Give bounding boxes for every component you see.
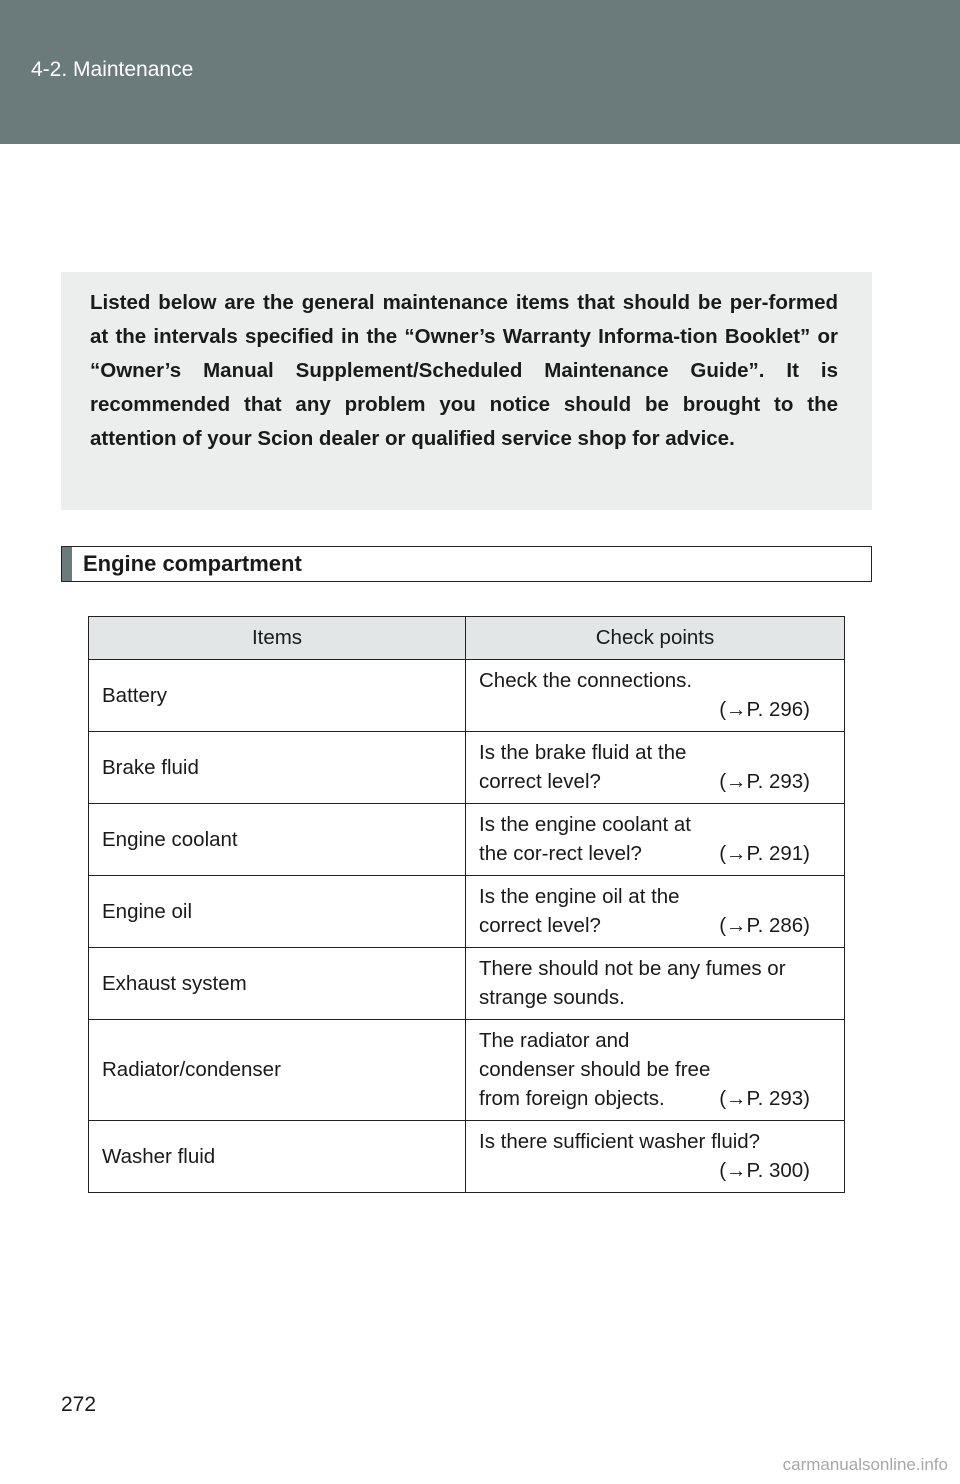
table-header-row: [89, 617, 845, 660]
item-cell: Battery: [89, 660, 466, 732]
header-items: Items: [89, 617, 466, 660]
check-text: Check the connections.: [479, 668, 693, 692]
header-check-points: Check points: [466, 617, 845, 660]
intro-text: Listed below are the general maintenance items that should be per-formed at the intervals specified in the “Owner’s Warranty Informa-tion Booklet” or “Owner’s Manual Supplement/Scheduled Maintenance Guide”. It is recommended that any problem you notice should be brought to the attention of your Scion dealer or qualified service shop for advice.: [90, 291, 838, 450]
check-cell: [466, 804, 845, 876]
check-text: Is there sufficient washer fluid?: [479, 1129, 761, 1153]
section-title: Engine compartment: [83, 551, 302, 576]
page-reference: (→P. 296): [719, 697, 810, 721]
check-text: There should not be any fumes or strange sounds.: [479, 956, 786, 1009]
check-text: Is the engine coolant at the cor-rect level?: [479, 812, 691, 865]
section-heading-bar: [62, 547, 72, 581]
page-reference: (→P. 286): [719, 913, 810, 937]
page-reference: (→P. 291): [719, 841, 810, 865]
header-section-title: 4-2. Maintenance: [31, 58, 194, 81]
check-text: Is the brake fluid at the correct level?: [479, 740, 687, 793]
page-number: 272: [61, 1393, 97, 1416]
item-cell: Radiator/condenser: [89, 1020, 466, 1121]
item-cell: Engine oil: [89, 876, 466, 948]
check-cell: [466, 876, 845, 948]
page-reference: (→P. 300): [719, 1158, 810, 1182]
table-row: [89, 1121, 845, 1193]
check-cell: [466, 1121, 845, 1193]
item-cell: Brake fluid: [89, 732, 466, 804]
table-row: [89, 948, 845, 1020]
page-header: [0, 0, 960, 144]
check-text: Is the engine oil at the correct level?: [479, 884, 680, 937]
watermark[interactable]: carmanualsonline.info: [782, 1455, 948, 1474]
check-cell: [466, 660, 845, 732]
check-text: The radiator and condenser should be free from foreign objects.: [479, 1028, 711, 1110]
table-row: [89, 1020, 845, 1121]
table-row: [89, 660, 845, 732]
item-cell: Washer fluid: [89, 1121, 466, 1193]
page-reference: (→P. 293): [719, 769, 810, 793]
page-reference: (→P. 293): [719, 1086, 810, 1110]
check-cell: [466, 732, 845, 804]
section-heading: [61, 546, 872, 582]
maintenance-table: [88, 616, 845, 1193]
table-row: [89, 876, 845, 948]
check-cell: [466, 1020, 845, 1121]
item-cell: Exhaust system: [89, 948, 466, 1020]
check-cell: [466, 948, 845, 1020]
intro-box: [61, 272, 872, 510]
item-cell: Engine coolant: [89, 804, 466, 876]
table-row: [89, 732, 845, 804]
table-row: [89, 804, 845, 876]
